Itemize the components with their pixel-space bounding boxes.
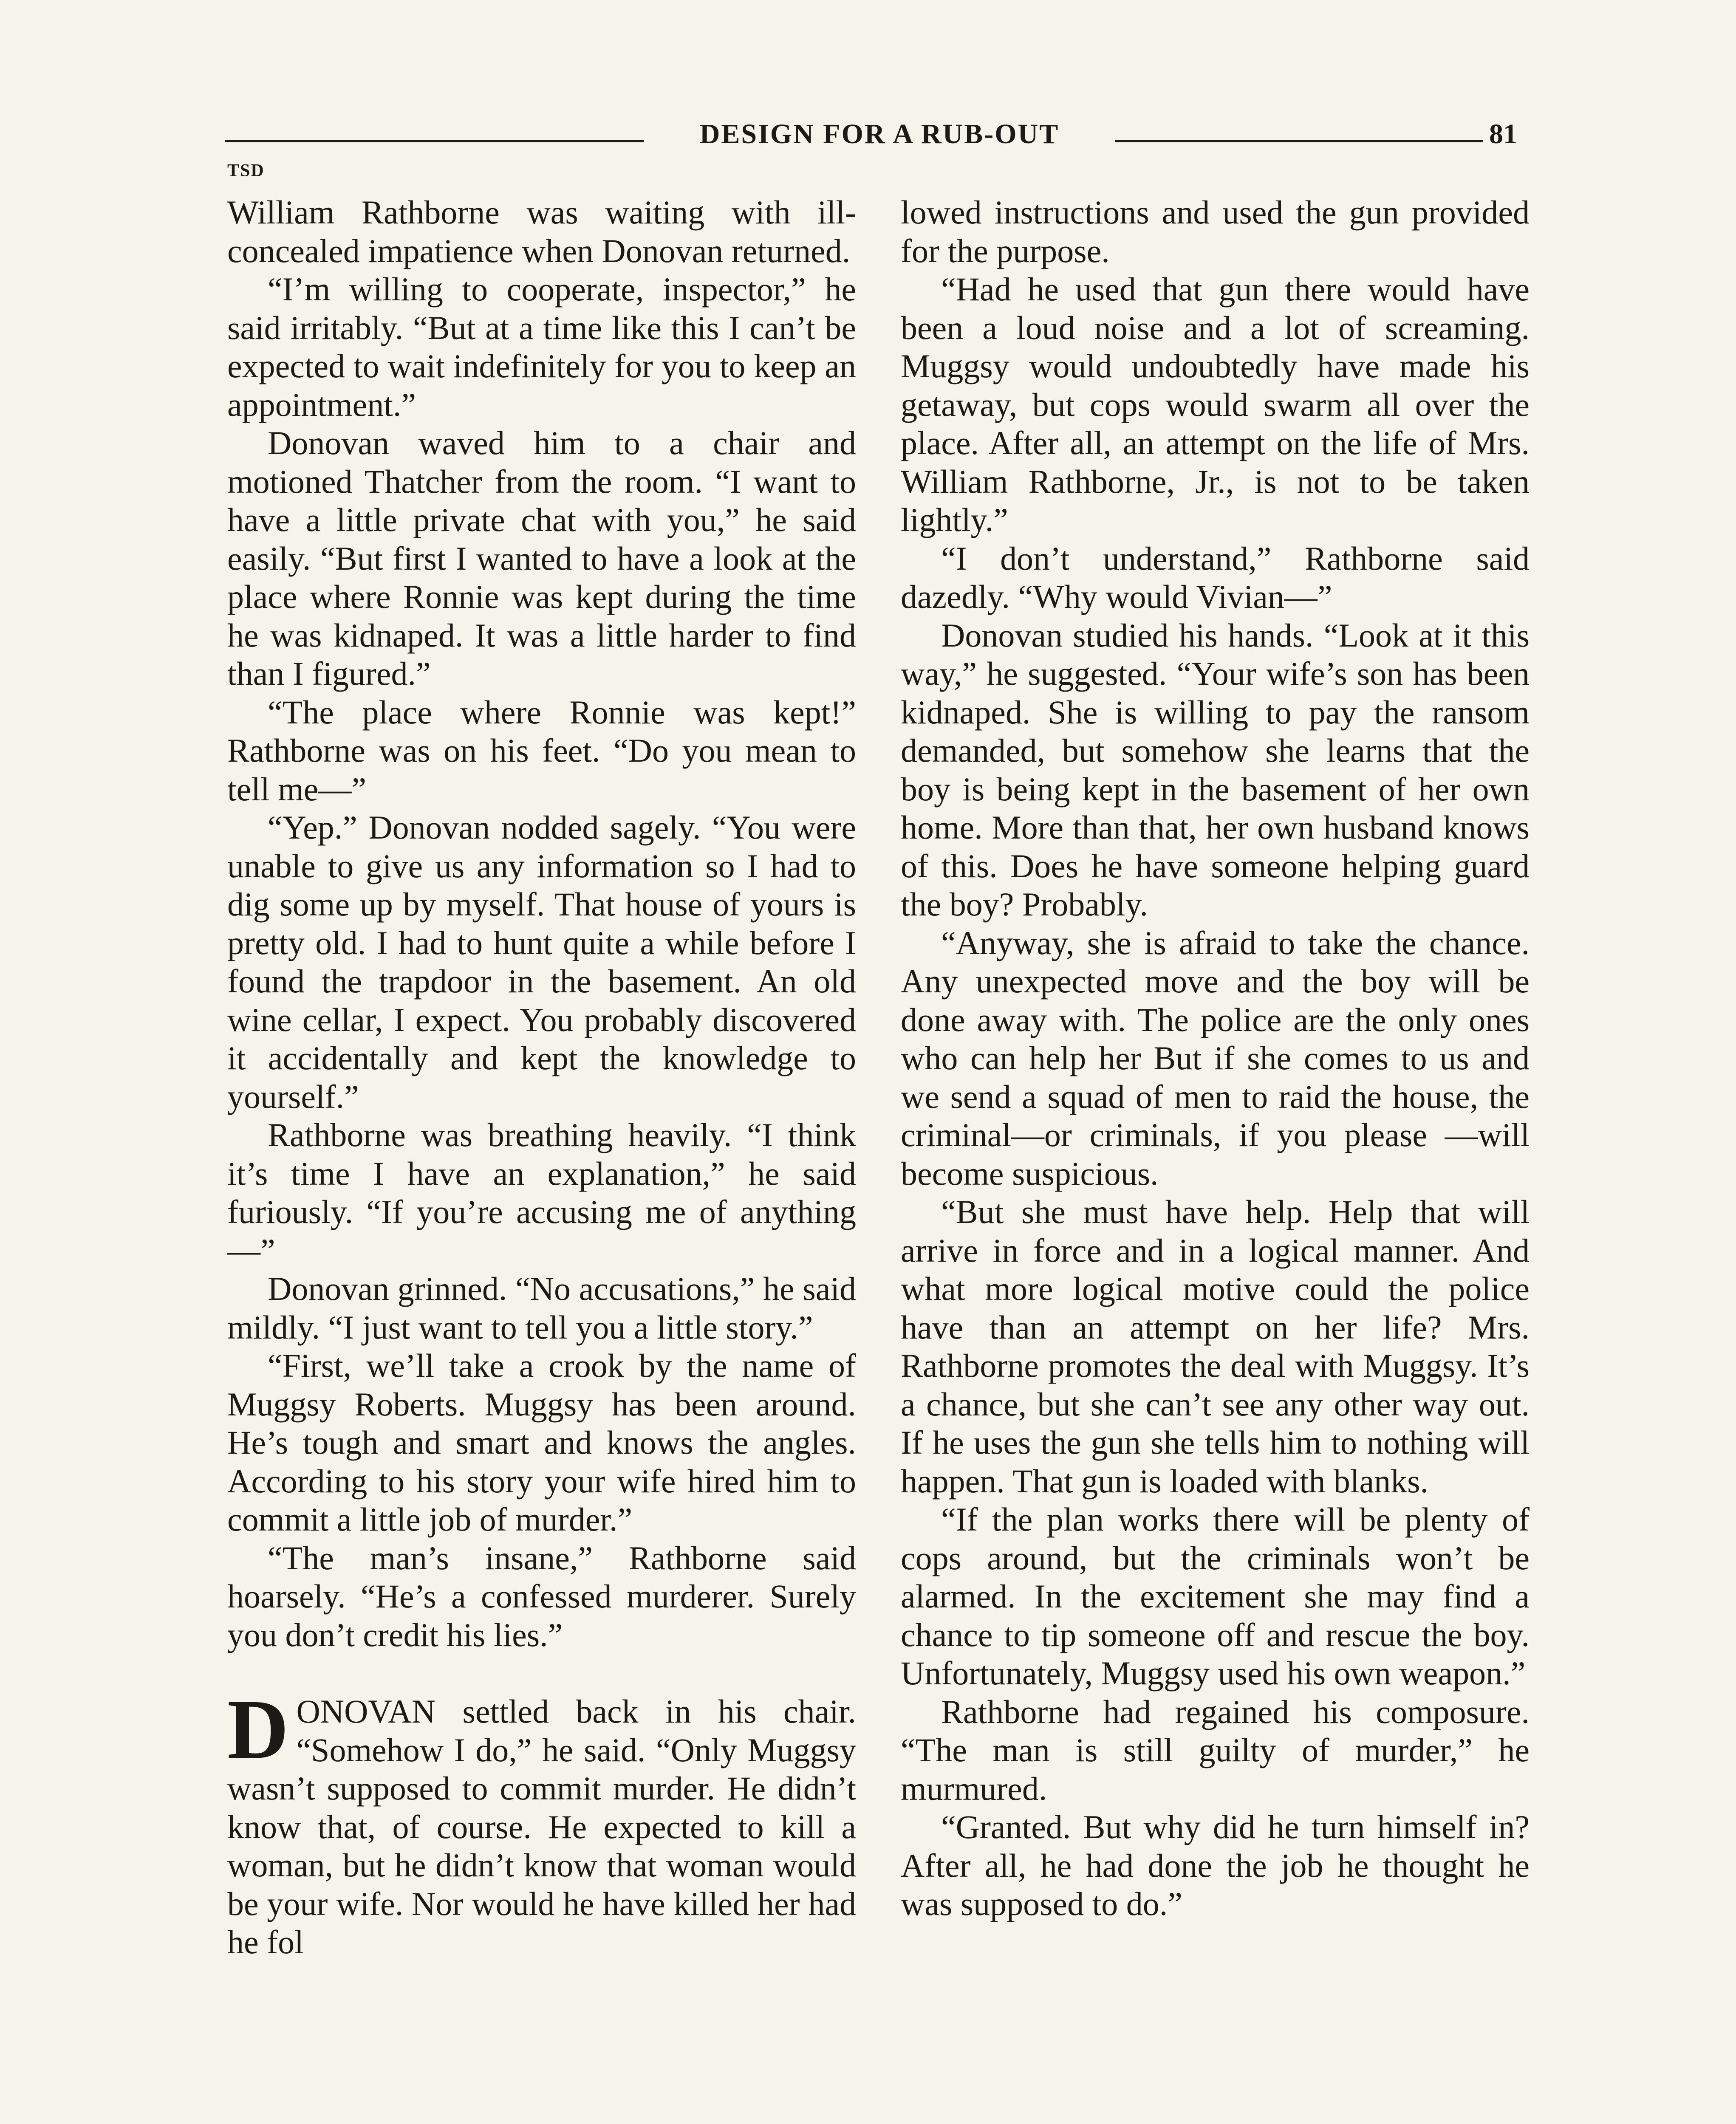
- right-paragraph: Donovan studied his hands. “Look at it this way,” he suggested. “Your wife’s son has been kidnaped. She is willing to pay the ransom demanded, but somehow she learns that the boy is being kept in the basement of her own home. More than that, her own husband knows of this. Does he have someone helping guard the boy? Probably.: [901, 616, 1530, 923]
- section-mark: TSD: [227, 161, 265, 181]
- left-paragraph: “The place where Ronnie was kept!” Rathborne was on his feet. “Do you mean to tell me—”: [227, 693, 856, 808]
- left-paragraph: “First, we’ll take a crook by the name of Muggsy Roberts. Muggsy has been around. He’s tough and smart and knows the angles. According to his story your wife hired him to commit a little job of murder.”: [227, 1347, 856, 1538]
- running-header: [225, 118, 1524, 156]
- right-paragraph: “If the plan works there will be plenty of cops around, but the criminals won’t be alarmed. In the excitement she may find a chance to tip someone off and rescue the boy. Unfortunately, Muggsy used his own weapon.”: [901, 1501, 1530, 1692]
- header-rule-right: [1115, 140, 1483, 142]
- right-paragraph: Rathborne had regained his composure. “The man is still guilty of murder,” he murmured.: [901, 1693, 1530, 1807]
- left-paragraph: “I’m willing to cooperate, inspector,” he said irritably. “But at a time like this I can’t be expected to wait indefinitely for you to keep an appointment.”: [227, 271, 856, 423]
- left-column: [227, 193, 856, 1962]
- right-paragraph: “But she must have help. Help that will arrive in force and in a logical manner. And what more logical motive could the police have than an attempt on her life? Mrs. Rathborne promotes the deal with Muggsy. It’s a chance, but she can’t see any other way out. If he uses the gun she tells him to nothing will happen. That gun is loaded with blanks.: [901, 1193, 1530, 1500]
- page-number: 81: [1489, 119, 1517, 150]
- left-paragraph: Donovan waved him to a chair and motioned Thatcher from the room. “I want to have a little private chat with you,” he said easily. “But first I wanted to have a look at the place where Ronnie was kept during the time he was kidnaped. It was a little harder to find than I figured.”: [227, 424, 856, 692]
- right-column: [901, 193, 1530, 1923]
- section-opening-paragraph: [227, 1683, 856, 1962]
- left-paragraph: Rathborne was breathing heavily. “I think it’s time I have an explanation,” he said furiously. “If you’re accusing me of anything—”: [227, 1116, 856, 1269]
- right-paragraph: “Had he used that gun there would have been a loud noise and a lot of screaming. Muggsy would undoubtedly have made his getaway, but cops would swarm all over the place. After all, an attempt on the life of Mrs. William Rathborne, Jr., is not to be taken lightly.”: [901, 271, 1530, 538]
- left-paragraph: Donovan grinned. “No accusations,” he said mildly. “I just want to tell you a little story.”: [227, 1270, 856, 1346]
- right-paragraph: “I don’t understand,” Rathborne said dazedly. “Why would Vivian—”: [901, 539, 1530, 615]
- left-paragraph: “The man’s insane,” Rathborne said hoarsely. “He’s a confessed murderer. Surely you don’t credit his lies.”: [227, 1539, 856, 1653]
- drop-cap-paragraph-text: ONOVAN settled back in his chair. “Somehow I do,” he said. “Only Muggsy wasn’t supposed to commit murder. He didn’t know that, of course. He expected to kill a woman, but he didn’t know that woman would be your wife. Nor would he have killed her had he fol: [227, 1693, 856, 1960]
- right-paragraph: “Granted. But why did he turn himself in? After all, he had done the job he thought he was supposed to do.”: [901, 1808, 1530, 1922]
- story-title: DESIGN FOR A RUB-OUT: [699, 119, 1060, 150]
- right-paragraph: “Anyway, she is afraid to take the chance. Any unexpected move and the boy will be done away with. The police are the only ones who can help her But if she comes to us and we send a squad of men to raid the house, the criminal—or criminals, if you please —will become suspicious.: [901, 924, 1530, 1192]
- drop-cap: D: [227, 1683, 289, 1777]
- left-paragraph: “Yep.” Donovan nodded sagely. “You were unable to give us any information so I had to dig some up by myself. That house of yours is pretty old. I had to hunt quite a while before I found the trapdoor in the basement. An old wine cellar, I expect. You probably discovered it accidentally and kept the knowledge to yourself.”: [227, 809, 856, 1115]
- header-rule-left: [225, 140, 644, 142]
- left-paragraph: William Rathborne was waiting with ill-concealed impatience when Donovan returned.: [227, 194, 856, 269]
- continuation-paragraph: lowed instructions and used the gun provided for the purpose.: [901, 194, 1530, 269]
